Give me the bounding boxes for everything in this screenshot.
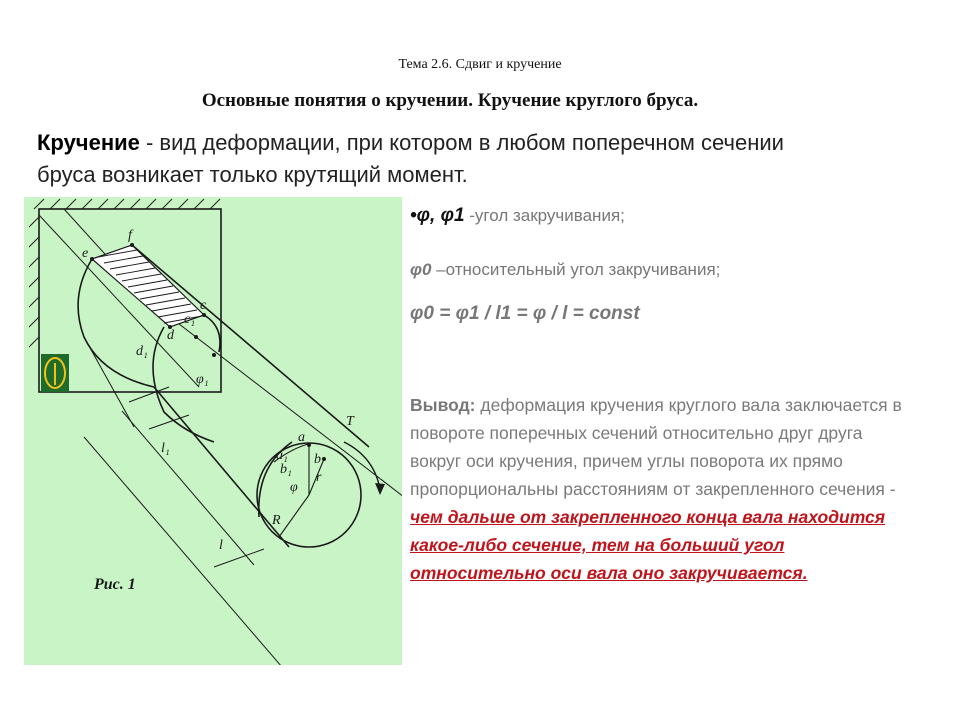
label-d1: d₁ — [136, 344, 148, 359]
relative-angle-description: –относительный угол закручивания; — [436, 260, 721, 279]
conclusion-paragraph — [410, 391, 910, 587]
label-b: b — [314, 452, 321, 467]
label-l1: l₁ — [161, 441, 170, 456]
label-a: a — [298, 430, 305, 445]
label-d: d — [167, 328, 174, 343]
relative-angle-line — [410, 260, 720, 280]
conclusion-text: деформация кручения круглого вала заключается в повороте поперечных сечений относительно друг друга вокруг оси кручения, причем углы поворота их прямо пропорциональны расстояниям от закрепленного сечения - — [410, 395, 902, 499]
label-b1: b₁ — [280, 462, 292, 477]
torsion-figure — [24, 197, 402, 665]
label-c: c — [200, 298, 207, 313]
label-T: T — [346, 414, 354, 429]
label-f: f — [128, 228, 132, 243]
label-c1: c₁ — [184, 312, 196, 327]
figure-caption: Рис. 1 — [94, 576, 136, 593]
slide-title: Основные понятия о кручении. Кручение круглого бруса. — [201, 90, 699, 111]
label-R: R — [272, 513, 281, 528]
definition-text: - вид деформации, при котором в любом поперечном сечении бруса возникает только крутящий момент. — [37, 130, 784, 187]
topic-header: Тема 2.6. Сдвиг и кручение — [398, 57, 562, 72]
label-phi: φ — [290, 480, 298, 495]
label-e: e — [82, 246, 89, 261]
torsion-diagram — [24, 197, 402, 665]
label-phi1: φ₁ — [196, 372, 209, 387]
angle-description: -угол закручивания; — [469, 206, 625, 225]
relative-angle-symbol: φ0 — [410, 260, 432, 279]
definition-paragraph — [37, 127, 797, 191]
angle-symbols: •φ, φ1 — [410, 205, 465, 226]
conclusion-highlight: чем дальше от закрепленного конца вала находится какое-либо сечение, тем на больший угол относительно оси вала оно закручивается. — [410, 507, 886, 583]
label-l: l — [219, 538, 223, 553]
wheat-emblem-icon — [41, 354, 69, 392]
angle-line — [410, 205, 625, 227]
label-a1: a₁ — [276, 448, 288, 463]
definition-term: Кручение — [37, 130, 140, 155]
torsion-formula: φ0 = φ1 / l1 = φ / l = const — [410, 303, 640, 324]
label-r: r — [316, 470, 322, 485]
figure-background — [24, 197, 402, 665]
conclusion-label: Вывод: — [410, 395, 476, 415]
